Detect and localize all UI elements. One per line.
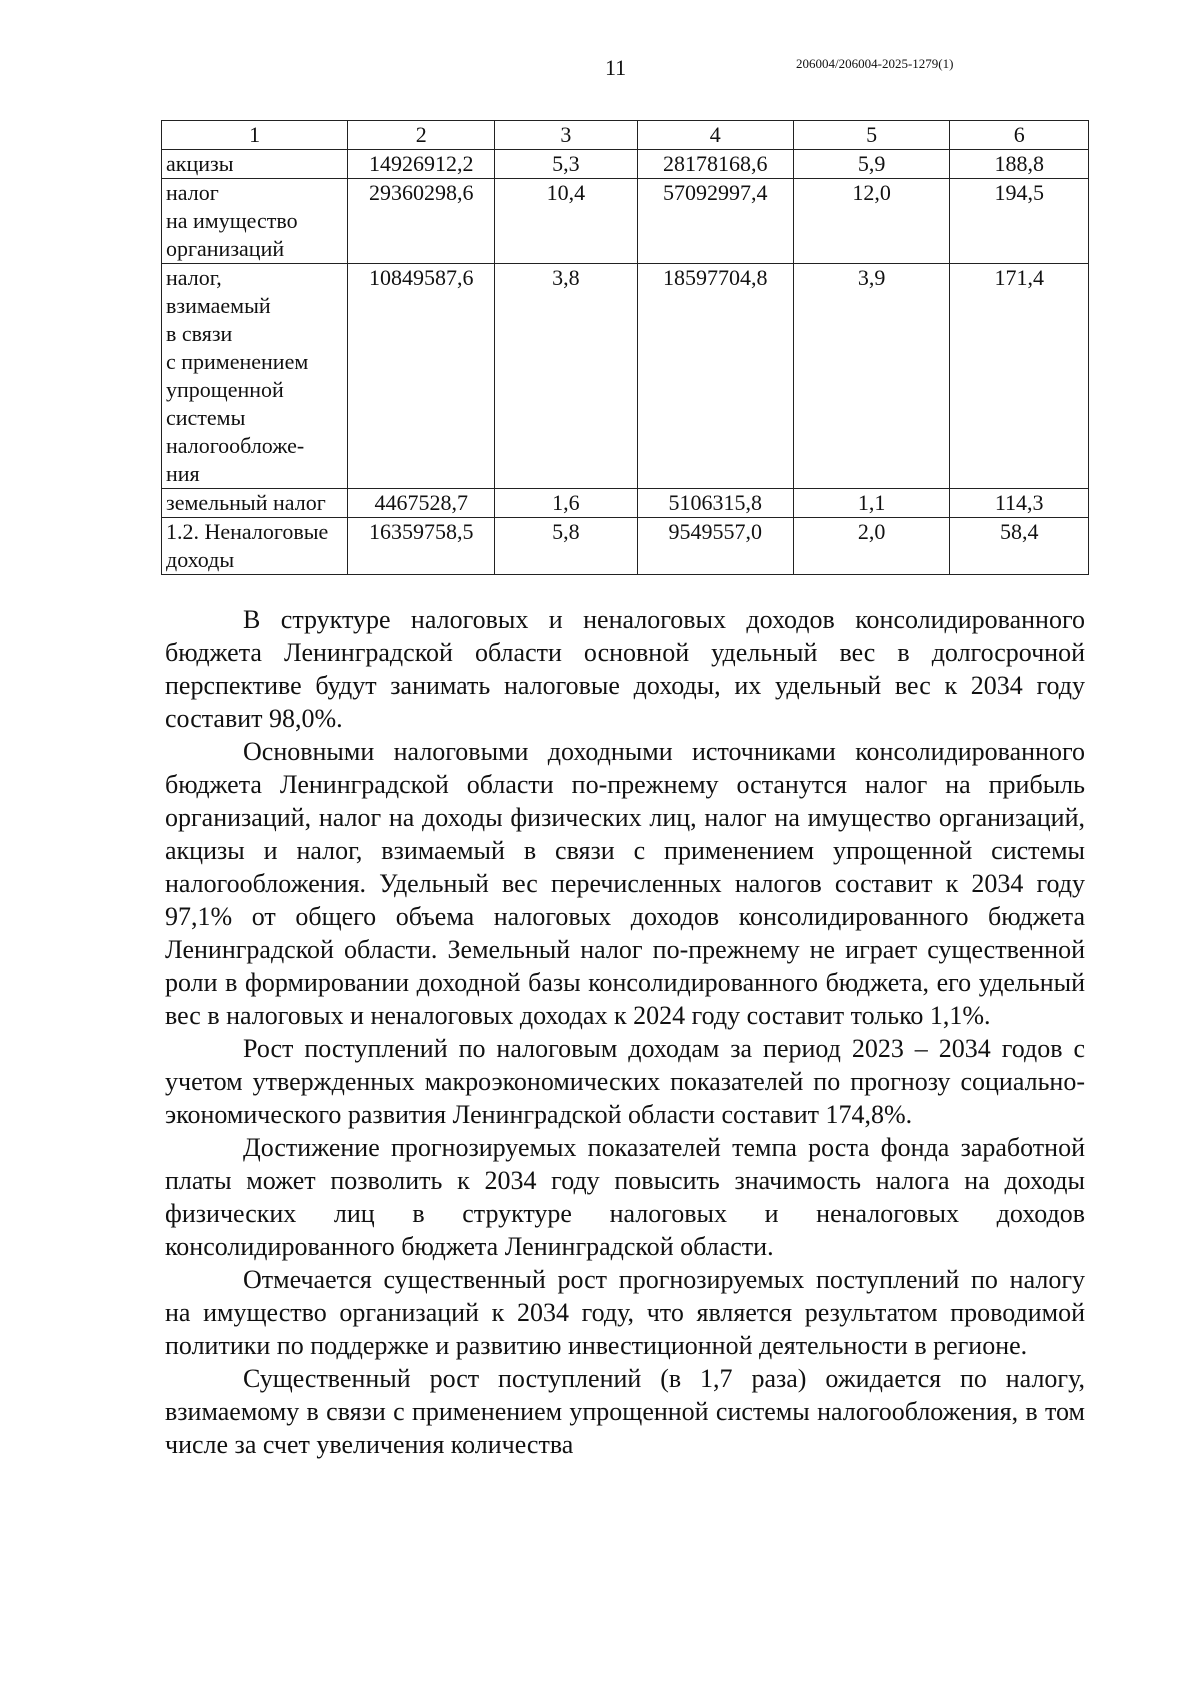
column-header: 3	[495, 121, 638, 150]
row-label: земельный налог	[162, 489, 348, 518]
row-label: налог на имущество организаций	[162, 179, 348, 264]
column-header: 2	[348, 121, 495, 150]
body-text	[165, 603, 1085, 1461]
table-cell: 1,6	[495, 489, 638, 518]
table-cell: 12,0	[793, 179, 950, 264]
column-header: 1	[162, 121, 348, 150]
table-cell: 18597704,8	[637, 264, 793, 489]
table-cell: 171,4	[950, 264, 1089, 489]
paragraph: Основными налоговыми доходными источниками консолидированного бюджета Ленинградской области по-прежнему останутся налог на прибыль организаций, налог на доходы физических лиц, налог на имущество организаций, акцизы и налог, взимаемый в связи с применением упрощенной системы налогообложения. Удельный вес перечисленных налогов составит к 2034 году 97,1% от общего объема налоговых доходов консолидированного бюджета Ленинградской области. Земельный налог по-прежнему не играет существенной роли в формировании доходной базы консолидированного бюджета, его удельный вес в налоговых и неналоговых доходах к 2024 году составит только 1,1%.	[165, 737, 1085, 1030]
table-row	[162, 150, 1089, 179]
table-cell: 10849587,6	[348, 264, 495, 489]
paragraph: Достижение прогнозируемых показателей темпа роста фонда заработной платы может позволить к 2034 году повысить значимость налога на доходы физических лиц в структуре налоговых и неналоговых доходов консолидированного бюджета Ленинградской области.	[165, 1133, 1085, 1261]
table-cell: 2,0	[793, 518, 950, 575]
table-row	[162, 264, 1089, 489]
row-label: 1.2. Неналоговые доходы	[162, 518, 348, 575]
column-header: 5	[793, 121, 950, 150]
page-number: 11	[605, 55, 627, 80]
table-cell: 5106315,8	[637, 489, 793, 518]
table-cell: 1,1	[793, 489, 950, 518]
paragraph: В структуре налоговых и неналоговых доходов консолидированного бюджета Ленинградской области основной удельный вес в долгосрочной перспективе будут занимать налоговые доходы, их удельный вес к 2034 году составит 98,0%.	[165, 605, 1085, 733]
paragraph: Существенный рост поступлений (в 1,7 раза) ожидается по налогу, взимаемому в связи с применением упрощенной системы налогообложения, в том числе за счет увеличения количества	[165, 1364, 1085, 1459]
table-cell: 114,3	[950, 489, 1089, 518]
table-cell: 14926912,2	[348, 150, 495, 179]
revenue-table	[161, 120, 1089, 575]
row-label: налог, взимаемый в связи с применением упрощенной системы налогообложе- ния	[162, 264, 348, 489]
table-cell: 3,9	[793, 264, 950, 489]
table-cell: 3,8	[495, 264, 638, 489]
table-header-row	[162, 121, 1089, 150]
table-cell: 188,8	[950, 150, 1089, 179]
table-cell: 5,8	[495, 518, 638, 575]
table-cell: 57092997,4	[637, 179, 793, 264]
table-row	[162, 179, 1089, 264]
table-cell: 194,5	[950, 179, 1089, 264]
row-label: акцизы	[162, 150, 348, 179]
table-cell: 58,4	[950, 518, 1089, 575]
table-cell: 5,3	[495, 150, 638, 179]
table-cell: 5,9	[793, 150, 950, 179]
column-header: 4	[637, 121, 793, 150]
table-cell: 10,4	[495, 179, 638, 264]
document-id: 206004/206004-2025-1279(1)	[796, 56, 954, 71]
paragraph: Отмечается существенный рост прогнозируемых поступлений по налогу на имущество организаций к 2034 году, что является результатом проводимой политики по поддержке и развитию инвестиционной деятельности в регионе.	[165, 1265, 1085, 1360]
table-cell: 4467528,7	[348, 489, 495, 518]
table-row	[162, 518, 1089, 575]
table-cell: 29360298,6	[348, 179, 495, 264]
table-cell: 16359758,5	[348, 518, 495, 575]
table-cell: 9549557,0	[637, 518, 793, 575]
table-cell: 28178168,6	[637, 150, 793, 179]
table-row	[162, 489, 1089, 518]
paragraph: Рост поступлений по налоговым доходам за период 2023 – 2034 годов с учетом утвержденных макроэкономических показателей по прогнозу социально-экономического развития Ленинградской области составит 174,8%.	[165, 1034, 1085, 1129]
column-header: 6	[950, 121, 1089, 150]
